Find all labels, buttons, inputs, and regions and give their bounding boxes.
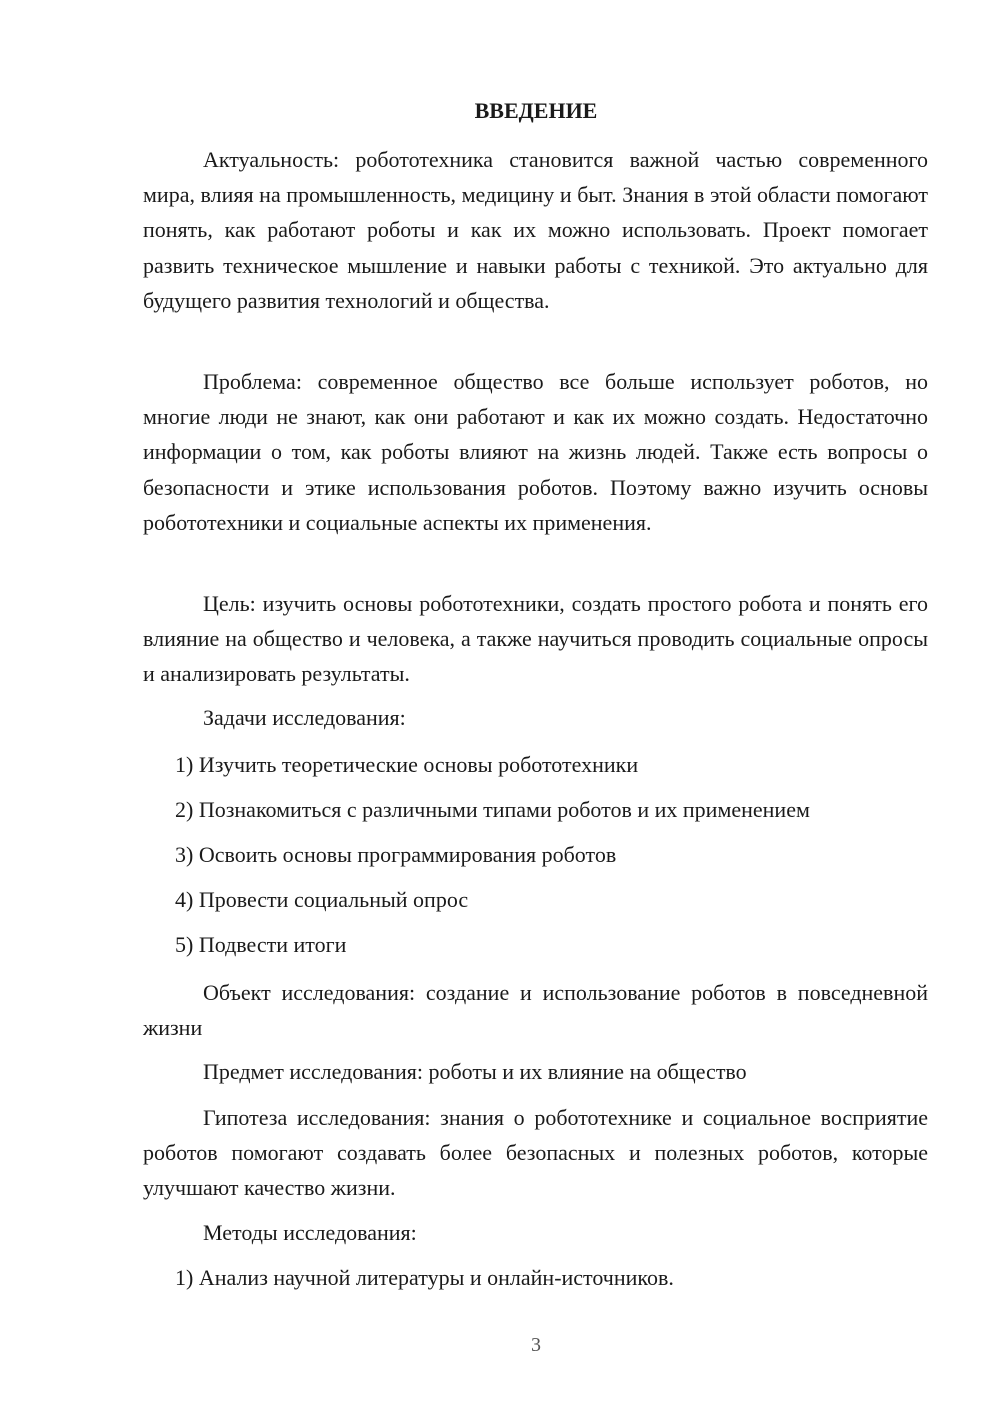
paragraph-subject: Предмет исследования: роботы и их влияние на общество — [203, 1059, 747, 1084]
task-item-2: 2) Познакомиться с различными типами роботов и их применением — [175, 797, 810, 822]
paragraph-relevance: Актуальность: робототехника становится важной частью современного мира, влияя на промышленность, медицину и быт. Знания в этой области помогают понять, как работают роботы и как их можно использовать. Проект помогает развить техническое мышление и навыки работы с техникой. Это актуально для будущего развития технологий и общества. — [143, 147, 928, 313]
paragraph-goal: Цель: изучить основы робототехники, создать простого робота и понять его влияние на общество и человека, а также научиться проводить социальные опросы и анализировать результаты. — [143, 591, 928, 687]
paragraph-object: Объект исследования: создание и использование роботов в повседневной жизни — [143, 980, 928, 1041]
paragraph-problem: Проблема: современное общество все больше использует роботов, но многие люди не знают, как они работают и как их можно создать. Недостаточно информации о том, как роботы влияют на жизнь людей. Также есть вопросы о безопасности и этике использования роботов. Поэтому важно изучить основы робототехники и социальные аспекты их применения. — [143, 369, 928, 535]
section-heading: ВВЕДЕНИЕ — [474, 98, 598, 123]
task-item-5: 5) Подвести итоги — [175, 932, 347, 957]
page-number: 3 — [531, 1334, 541, 1356]
methods-heading: Методы исследования: — [203, 1220, 417, 1245]
method-item-1: 1) Анализ научной литературы и онлайн-источников. — [175, 1265, 674, 1290]
paragraph-hypothesis: Гипотеза исследования: знания о робототехнике и социальное восприятие роботов помогают создавать более безопасных и полезных роботов, которые улучшают качество жизни. — [143, 1105, 928, 1201]
task-item-1: 1) Изучить теоретические основы робототехники — [175, 752, 639, 777]
task-item-4: 4) Провести социальный опрос — [175, 887, 469, 912]
tasks-heading: Задачи исследования: — [203, 705, 406, 730]
task-item-3: 3) Освоить основы программирования роботов — [175, 842, 617, 867]
